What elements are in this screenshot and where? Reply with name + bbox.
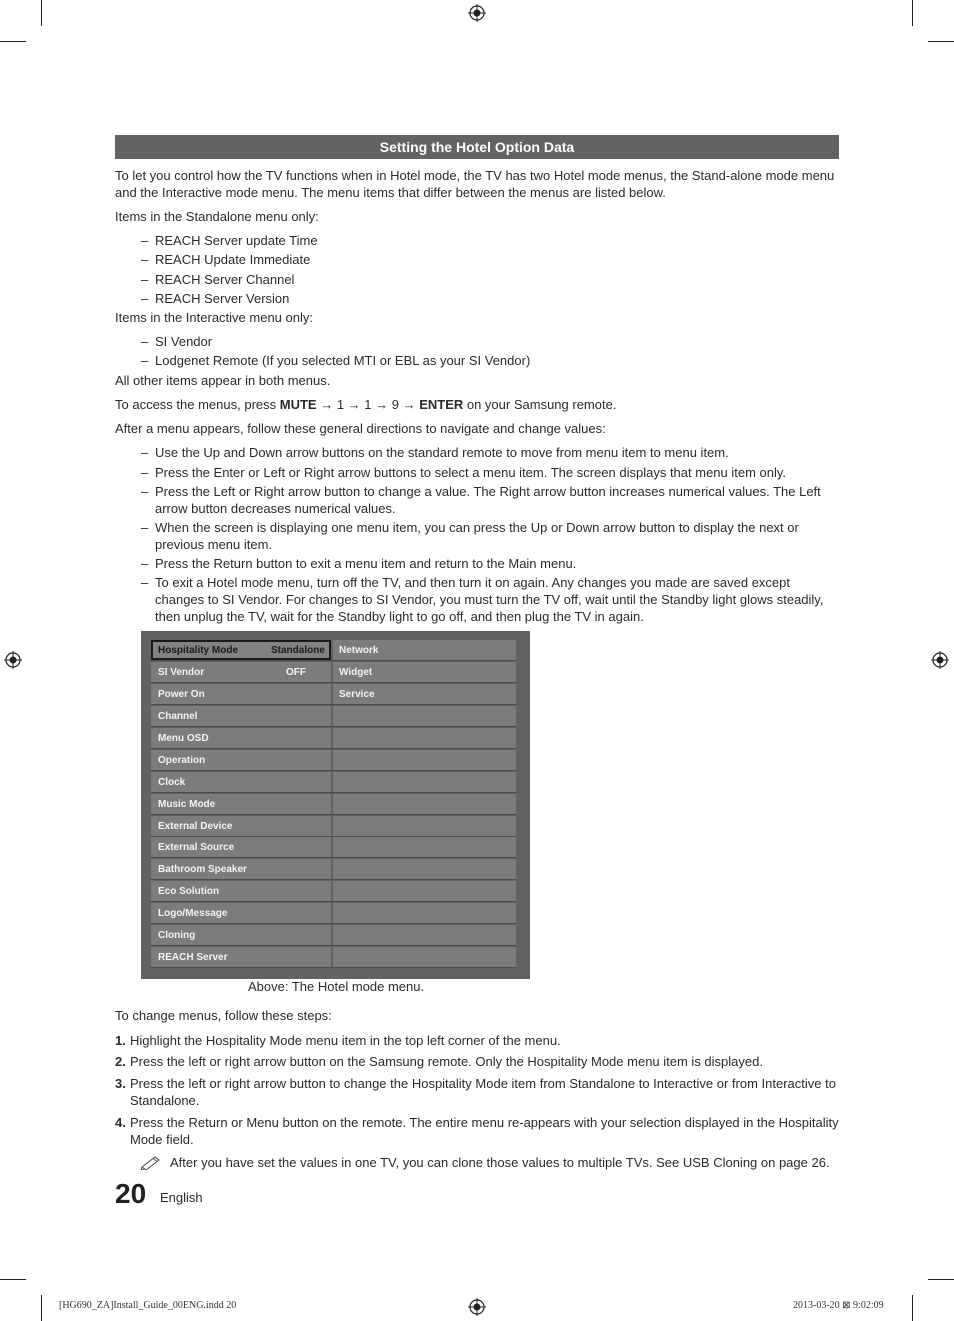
menu-item-label: Menu OSD xyxy=(158,733,209,744)
list-item-text: REACH Update Immediate xyxy=(155,252,311,267)
dash-bullet: – xyxy=(141,484,149,499)
direction-text: To exit a Hotel mode menu, turn off the TV, and then turn it on again. Any changes you made are saved except changes to SI Vendor. For changes to SI Vendor, you must turn the TV off, wait until the Standby light glows steadily, then unplug the TV, wait for the Standby light to go off, and then plug the TV in again. xyxy=(155,575,824,624)
standalone-heading: Items in the Standalone menu only: xyxy=(115,209,319,224)
menu-empty-cell xyxy=(333,706,516,726)
direction-item xyxy=(141,555,841,572)
menu-item-hospitality-mode[interactable] xyxy=(151,640,331,660)
menu-row xyxy=(151,684,516,705)
dash-bullet: – xyxy=(141,272,149,287)
dash-bullet: – xyxy=(141,353,149,368)
step-number: 1. xyxy=(115,1033,126,1048)
dash-bullet: – xyxy=(141,252,149,267)
registration-mark-icon xyxy=(931,651,949,669)
direction-text: When the screen is displaying one menu item, you can press the Up or Down arrow button to display the next or previous menu item. xyxy=(155,520,799,552)
menu-item-label: Music Mode xyxy=(158,799,216,810)
list-item-text: REACH Server Version xyxy=(155,291,290,306)
dash-bullet: – xyxy=(141,233,149,248)
step-item xyxy=(115,1075,840,1109)
change-heading: To change menus, follow these steps: xyxy=(115,1008,332,1023)
direction-text: Press the Left or Right arrow button to change a value. The Right arrow button increases numerical values. The Left arrow button decreases numerical values. xyxy=(155,484,821,516)
direction-item xyxy=(141,464,841,481)
menu-item-label: Channel xyxy=(158,711,198,722)
direction-item xyxy=(141,483,841,517)
menu-item-service[interactable] xyxy=(333,684,516,704)
footer-timestamp: 2013-03-20 ⊠ 9:02:09 xyxy=(793,1300,884,1311)
list-item xyxy=(141,333,841,350)
crop-mark xyxy=(912,1295,913,1321)
access-instructions xyxy=(115,396,845,413)
menu-item-music-mode[interactable] xyxy=(151,794,331,814)
menu-empty-cell xyxy=(333,728,516,748)
crop-mark xyxy=(41,0,42,26)
list-item xyxy=(141,290,841,307)
menu-item-channel[interactable] xyxy=(151,706,331,726)
crop-mark xyxy=(928,41,954,42)
menu-item-label: Cloning xyxy=(158,930,196,941)
footer-file-info: [HG690_ZA]Install_Guide_00ENG.indd 20 xyxy=(59,1300,237,1311)
menu-item-label: Logo/Message xyxy=(158,908,228,919)
menu-item-eco-solution[interactable] xyxy=(151,881,331,901)
step-text: Press the Return or Menu button on the remote. The entire menu re-appears with your selection displayed in the Hospitality Mode field. xyxy=(130,1115,839,1147)
dash-bullet: – xyxy=(141,465,149,480)
menu-item-menu-osd[interactable] xyxy=(151,728,331,748)
dash-bullet: – xyxy=(141,291,149,306)
menu-row xyxy=(151,662,516,683)
direction-text: Press the Return button to exit a menu item and return to the Main menu. xyxy=(155,556,577,571)
menu-item-value: Standalone xyxy=(271,645,325,656)
registration-mark-icon xyxy=(468,4,486,22)
menu-item-si-vendor[interactable] xyxy=(151,662,331,682)
menu-row xyxy=(151,947,516,968)
step-text: Highlight the Hospitality Mode menu item in the top left corner of the menu. xyxy=(130,1033,561,1048)
menu-item-label: Power On xyxy=(158,689,205,700)
menu-caption: Above: The Hotel mode menu. xyxy=(248,979,425,994)
list-item-text: REACH Server update Time xyxy=(155,233,318,248)
step-item xyxy=(115,1114,840,1148)
menu-empty-cell xyxy=(333,903,516,923)
menu-item-operation[interactable] xyxy=(151,750,331,770)
list-item-text: REACH Server Channel xyxy=(155,272,295,287)
menu-row xyxy=(151,859,516,880)
menu-item-network[interactable] xyxy=(333,640,516,660)
menu-row xyxy=(151,706,516,727)
note-body: After you have set the values in one TV, you can clone those values to multiple TVs. See USB Cloning on page 26. xyxy=(170,1155,830,1170)
menu-item-power-on[interactable] xyxy=(151,684,331,704)
menu-item-label: Operation xyxy=(158,755,206,766)
step-text: Press the left or right arrow button to change the Hospitality Mode item from Standalone to Interactive or from Interactive to Standalone. xyxy=(130,1076,836,1108)
menu-item-logo-message[interactable] xyxy=(151,903,331,923)
step-number: 2. xyxy=(115,1054,126,1069)
crop-mark xyxy=(41,1295,42,1321)
dash-bullet: – xyxy=(141,445,149,460)
menu-empty-cell xyxy=(333,772,516,792)
step-item xyxy=(115,1053,840,1070)
menu-row xyxy=(151,728,516,749)
menu-item-label: Hospitality Mode xyxy=(158,645,239,656)
menu-item-external-source[interactable] xyxy=(151,837,331,857)
section-title: Setting the Hotel Option Data xyxy=(115,135,839,159)
menu-row xyxy=(151,816,516,837)
menu-item-value: OFF xyxy=(286,667,306,678)
menu-row xyxy=(151,837,516,858)
enter-key: ENTER xyxy=(419,397,464,412)
menu-empty-cell xyxy=(333,837,516,857)
menu-item-label: Service xyxy=(339,689,375,700)
menu-item-widget[interactable] xyxy=(333,662,516,682)
page-language: English xyxy=(160,1190,203,1205)
list-item-text: Lodgenet Remote (If you selected MTI or EBL as your SI Vendor) xyxy=(155,353,531,368)
menu-row xyxy=(151,772,516,793)
access-suffix: on your Samsung remote. xyxy=(463,397,617,412)
menu-empty-cell xyxy=(333,947,516,967)
crop-mark xyxy=(0,1279,26,1280)
menu-empty-cell xyxy=(333,816,516,836)
list-item xyxy=(141,352,841,369)
menu-item-bathroom-speaker[interactable] xyxy=(151,859,331,879)
menu-item-label: SI Vendor xyxy=(158,667,205,678)
dash-bullet: – xyxy=(141,575,149,590)
direction-item xyxy=(141,519,841,553)
access-prefix: To access the menus, press xyxy=(115,397,280,412)
menu-item-clock[interactable] xyxy=(151,772,331,792)
crop-mark xyxy=(928,1279,954,1280)
both-menus-text: All other items appear in both menus. xyxy=(115,373,331,388)
after-menu-text: After a menu appears, follow these general directions to navigate and change values: xyxy=(115,421,606,436)
direction-text: Use the Up and Down arrow buttons on the standard remote to move from menu item to menu item. xyxy=(155,445,729,460)
step-item xyxy=(115,1032,840,1049)
menu-item-label: Widget xyxy=(339,667,373,678)
menu-empty-cell xyxy=(333,794,516,814)
registration-mark-icon xyxy=(4,651,22,669)
interactive-heading: Items in the Interactive menu only: xyxy=(115,310,313,325)
menu-row xyxy=(151,925,516,946)
list-item xyxy=(141,251,841,268)
crop-mark xyxy=(912,0,913,26)
menu-item-label: Clock xyxy=(158,777,186,788)
menu-item-reach-server[interactable] xyxy=(151,947,331,967)
menu-row xyxy=(151,903,516,924)
menu-empty-cell xyxy=(333,881,516,901)
page-number: 20 xyxy=(115,1178,147,1209)
intro-paragraph: To let you control how the TV functions when in Hotel mode, the TV has two Hotel mode menus, the Stand-alone mode menu and the Interactive mode menu. The menu items that differ between the menus are listed below. xyxy=(115,168,835,200)
menu-item-label: Eco Solution xyxy=(158,886,220,897)
direction-text: Press the Enter or Left or Right arrow buttons to select a menu item. The screen displays that menu item only. xyxy=(155,465,787,480)
menu-item-label: Network xyxy=(339,645,379,656)
step-number: 3. xyxy=(115,1076,126,1091)
list-item xyxy=(141,232,841,249)
menu-row xyxy=(151,794,516,815)
menu-item-label: External Device xyxy=(158,821,233,832)
note-text xyxy=(140,1154,850,1171)
hotel-mode-menu xyxy=(141,631,530,979)
step-number: 4. xyxy=(115,1115,126,1130)
list-item xyxy=(141,271,841,288)
menu-row xyxy=(151,640,516,661)
step-text: Press the left or right arrow button on the Samsung remote. Only the Hospitality Mode menu item is displayed. xyxy=(130,1054,763,1069)
list-item-text: SI Vendor xyxy=(155,334,213,349)
menu-empty-cell xyxy=(333,750,516,770)
menu-item-external-device[interactable] xyxy=(151,816,331,836)
menu-row xyxy=(151,750,516,771)
dash-bullet: – xyxy=(141,334,149,349)
crop-mark xyxy=(0,41,26,42)
menu-item-label: REACH Server xyxy=(158,952,228,963)
menu-item-label: External Source xyxy=(158,842,235,853)
dash-bullet: – xyxy=(141,556,149,571)
menu-item-label: Bathroom Speaker xyxy=(158,864,247,875)
menu-empty-cell xyxy=(333,859,516,879)
menu-row xyxy=(151,881,516,902)
key-sequence: → 1 → 1 → 9 → xyxy=(316,397,420,412)
direction-item xyxy=(141,574,841,625)
registration-mark-icon xyxy=(468,1298,486,1316)
menu-item-cloning[interactable] xyxy=(151,925,331,945)
dash-bullet: – xyxy=(141,520,149,535)
menu-empty-cell xyxy=(333,925,516,945)
direction-item xyxy=(141,444,841,461)
mute-key: MUTE xyxy=(279,397,317,412)
